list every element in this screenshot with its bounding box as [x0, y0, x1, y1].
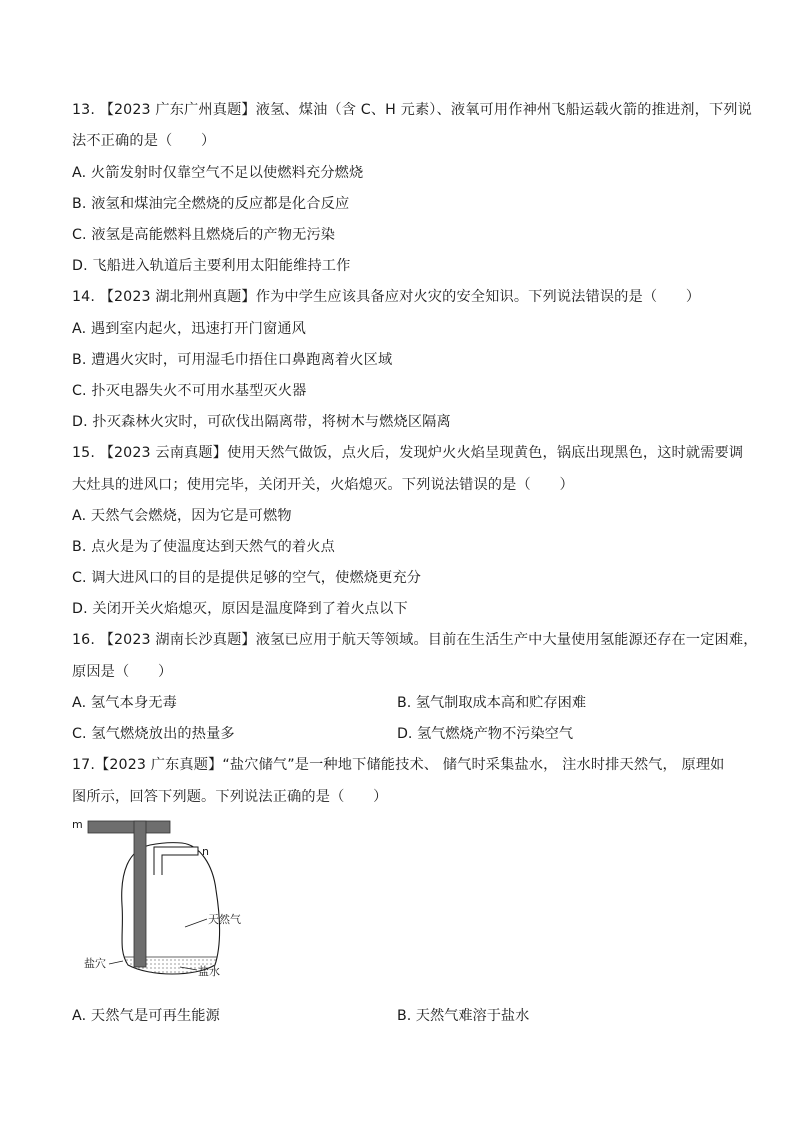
q13-option-c: C. 液氢是高能燃料且燃烧后的产物无污染 — [72, 227, 336, 243]
salt-cavern-diagram — [70, 815, 260, 985]
q15-stem-line2: 大灶具的进风口；使用完毕，关闭开关，火焰熄灭。下列说法错误的是（ ） — [72, 477, 574, 493]
q14-option-d: D. 扑灭森林火灾时，可砍伐出隔离带，将树木与燃烧区隔离 — [72, 414, 451, 430]
q15-option-a: A. 天然气会燃烧，因为它是可燃物 — [72, 508, 292, 524]
q15-option-d: D. 关闭开关火焰熄灭，原因是温度降到了着火点以下 — [72, 601, 408, 617]
q17-option-a: A. 天然气是可再生能源 — [72, 1008, 220, 1024]
q17-stem-line2: 图所示，回答下列题。下列说法正确的是（ ） — [72, 789, 388, 805]
label-n: n — [202, 845, 209, 858]
q17-option-b: B. 天然气难溶于盐水 — [397, 1008, 530, 1024]
q13-option-a: A. 火箭发射时仅靠空气不足以使燃料充分燃烧 — [72, 165, 364, 181]
q16-stem-line1: 16. 【2023 湖南长沙真题】液氢已应用于航天等领域。目前在生活生产中大量使用氢能源还存在一定困难， — [72, 632, 758, 648]
q14-stem-line1: 14. 【2023 湖北荆州真题】作为中学生应该具备应对火灾的安全知识。下列说法错误的是（ ） — [72, 289, 701, 305]
label-brine: 盐水 — [198, 965, 220, 978]
q13-option-b: B. 液氢和煤油完全燃烧的反应都是化合反应 — [72, 196, 350, 212]
q14-option-a: A. 遇到室内起火，迅速打开门窗通风 — [72, 321, 306, 337]
label-m: m — [72, 818, 83, 831]
q15-stem-line1: 15. 【2023 云南真题】使用天然气做饭，点火后，发现炉火火焰呈现黄色，锅底出现黑色，这时就需要调 — [72, 445, 744, 461]
q13-stem-line2: 法不正确的是（ ） — [72, 133, 216, 149]
leader-cave — [109, 961, 123, 964]
q16-option-b: B. 氢气制取成本高和贮存困难 — [397, 695, 587, 711]
q16-stem-line2: 原因是（ ） — [72, 664, 173, 680]
q16-option-a: A. 氢气本身无毒 — [72, 695, 177, 711]
q16-option-c: C. 氢气燃烧放出的热量多 — [72, 726, 235, 742]
q14-option-b: B. 遭遇火灾时，可用湿毛巾捂住口鼻跑离着火区域 — [72, 352, 393, 368]
label-salt-cavern: 盐穴 — [84, 957, 106, 970]
q15-option-b: B. 点火是为了使温度达到天然气的着火点 — [72, 539, 335, 555]
q14-option-c: C. 扑灭电器失火不可用水基型灭火器 — [72, 383, 307, 399]
pipe-m-horizontal — [88, 821, 170, 833]
label-natural-gas: 天然气 — [208, 913, 241, 926]
pipe-m-vertical — [134, 821, 146, 967]
q17-stem-line1: 17.【2023 广东真题】“盐穴储气”是一种地下储能技术、 储气时采集盐水， 注水时排天然气， 原理如 — [72, 757, 725, 773]
q15-option-c: C. 调大进风口的目的是提供足够的空气，使燃烧更充分 — [72, 570, 422, 586]
q16-option-d: D. 氢气燃烧产物不污染空气 — [397, 726, 574, 742]
q13-option-d: D. 飞船进入轨道后主要利用太阳能维持工作 — [72, 258, 351, 274]
q13-stem-line1: 13. 【2023 广东广州真题】液氢、煤油（含 C、H 元素）、液氧可用作神州飞船运载火箭的推进剂，下列说 — [72, 102, 752, 118]
